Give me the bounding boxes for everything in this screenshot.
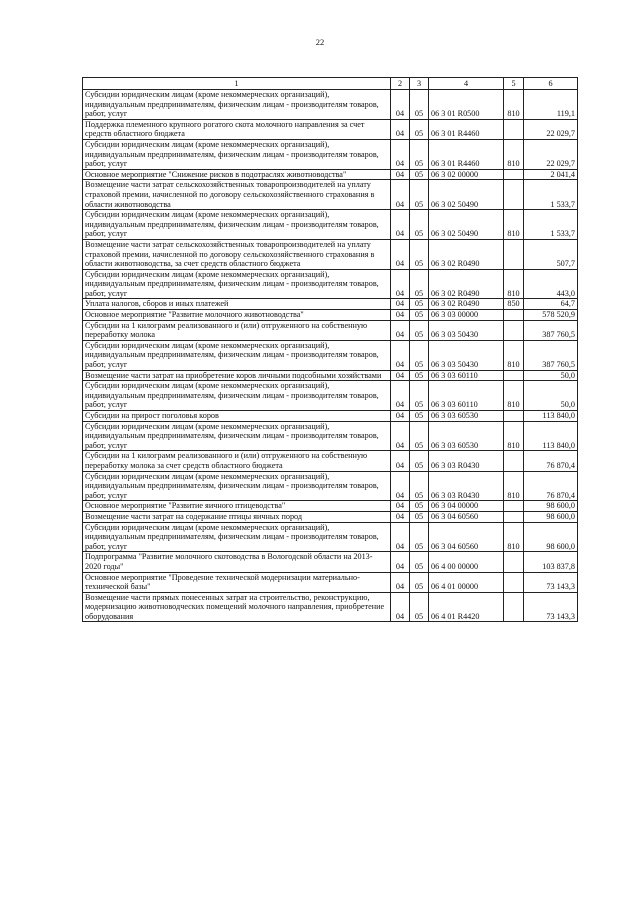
header-rz: 2 [391,78,410,90]
row-subsection: 05 [410,320,429,340]
row-target-code: 06 3 03 50430 [429,340,504,370]
table-row [83,169,578,180]
row-subsection: 05 [410,572,429,592]
row-amount: 578 520,9 [524,310,578,321]
row-subsection: 05 [410,451,429,471]
table-row [83,522,578,552]
row-expense-type [504,501,524,512]
row-section: 04 [391,592,410,622]
row-section: 04 [391,320,410,340]
row-subsection: 05 [410,511,429,522]
row-expense-type [504,310,524,321]
row-amount: 119,1 [524,90,578,120]
row-name: Возмещение части затрат сельскохозяйственных товаропроизводителей на уплату страховой премии, начисленной по договору сельскохозяйственного страхования в области животноводства, за счет средств областного бюджета [83,239,391,269]
row-expense-type [504,370,524,381]
row-section: 04 [391,119,410,139]
table-row [83,381,578,411]
row-amount: 98 600,0 [524,522,578,552]
row-expense-type [504,511,524,522]
row-section: 04 [391,501,410,512]
table-row [83,139,578,169]
table-row [83,119,578,139]
table-row [83,451,578,471]
row-target-code: 06 3 03 60530 [429,421,504,451]
row-subsection: 05 [410,552,429,572]
row-expense-type: 810 [504,210,524,240]
row-target-code: 06 3 02 50490 [429,180,504,210]
row-section: 04 [391,299,410,310]
row-target-code: 06 3 03 00000 [429,310,504,321]
row-subsection: 05 [410,139,429,169]
row-target-code: 06 3 01 R4460 [429,119,504,139]
row-section: 04 [391,169,410,180]
row-expense-type: 810 [504,139,524,169]
row-target-code: 06 3 03 R0430 [429,471,504,501]
row-section: 04 [391,381,410,411]
row-target-code: 06 3 03 60530 [429,411,504,422]
row-expense-type: 810 [504,340,524,370]
row-name: Субсидии юридическим лицам (кроме некоммерческих организаций), индивидуальным предпринимателям, физическим лицам - производителям товаров, работ, услуг [83,522,391,552]
row-section: 04 [391,451,410,471]
row-amount: 113 840,0 [524,421,578,451]
row-name: Возмещение части затрат на содержание птицы яичных пород [83,511,391,522]
row-target-code: 06 3 02 R0490 [429,239,504,269]
row-amount: 50,0 [524,381,578,411]
row-name: Основное мероприятие "Проведение технической модернизации материально-технической базы" [83,572,391,592]
row-subsection: 05 [410,522,429,552]
row-subsection: 05 [410,239,429,269]
row-section: 04 [391,340,410,370]
row-section: 04 [391,370,410,381]
row-amount: 73 143,3 [524,572,578,592]
row-expense-type [504,320,524,340]
row-subsection: 05 [410,421,429,451]
table-row [83,320,578,340]
row-name: Основное мероприятие "Снижение рисков в подотраслях животноводства" [83,169,391,180]
row-expense-type [504,180,524,210]
row-amount: 76 870,4 [524,471,578,501]
row-section: 04 [391,522,410,552]
row-amount: 387 760,5 [524,340,578,370]
row-expense-type: 810 [504,269,524,299]
row-amount: 1 533,7 [524,180,578,210]
row-expense-type: 810 [504,90,524,120]
row-expense-type: 810 [504,381,524,411]
table-row [83,310,578,321]
row-name: Субсидии на 1 килограмм реализованного и (или) отгруженного на собственную переработку молока [83,320,391,340]
row-target-code: 06 3 03 R0430 [429,451,504,471]
table-row [83,572,578,592]
row-subsection: 05 [410,210,429,240]
row-target-code: 06 4 00 00000 [429,552,504,572]
row-subsection: 05 [410,471,429,501]
row-section: 04 [391,180,410,210]
row-amount: 64,7 [524,299,578,310]
row-amount: 507,7 [524,239,578,269]
header-csr: 4 [429,78,504,90]
budget-table [82,77,578,622]
row-amount: 73 143,3 [524,592,578,622]
page-number: 22 [315,37,325,47]
header-sum: 6 [524,78,578,90]
row-name: Субсидии юридическим лицам (кроме некоммерческих организаций), индивидуальным предпринимателям, физическим лицам - производителям товаров, работ, услуг [83,90,391,120]
row-section: 04 [391,421,410,451]
row-amount: 22 029,7 [524,119,578,139]
row-section: 04 [391,552,410,572]
table-row [83,592,578,622]
row-target-code: 06 3 04 00000 [429,501,504,512]
row-amount: 1 533,7 [524,210,578,240]
row-subsection: 05 [410,592,429,622]
row-target-code: 06 3 01 R4460 [429,139,504,169]
header-name: 1 [83,78,391,90]
row-name: Возмещение части прямых понесенных затрат на строительство, реконструкцию, модернизацию животноводческих помещений молочного направления, приобретение оборудования [83,592,391,622]
table-row [83,501,578,512]
row-expense-type: 810 [504,421,524,451]
row-expense-type [504,169,524,180]
row-amount: 113 840,0 [524,411,578,422]
row-target-code: 06 4 01 00000 [429,572,504,592]
row-target-code: 06 3 04 60560 [429,522,504,552]
header-pr: 3 [410,78,429,90]
row-section: 04 [391,139,410,169]
row-name: Основное мероприятие "Развитие яичного птицеводства" [83,501,391,512]
row-name: Поддержка племенного крупного рогатого скота молочного направления за счет средств областного бюджета [83,119,391,139]
row-subsection: 05 [410,90,429,120]
row-name: Возмещение части затрат сельскохозяйственных товаропроизводителей на уплату страховой премии, начисленной по договору сельскохозяйственного страхования в области животноводства [83,180,391,210]
row-target-code: 06 3 04 60560 [429,511,504,522]
row-name: Субсидии на 1 килограмм реализованного и (или) отгруженного на собственную переработку молока за счет средств областного бюджета [83,451,391,471]
row-subsection: 05 [410,501,429,512]
table-row [83,370,578,381]
row-target-code: 06 3 02 00000 [429,169,504,180]
row-target-code: 06 3 03 60110 [429,370,504,381]
row-amount: 387 760,5 [524,320,578,340]
row-amount: 98 600,0 [524,501,578,512]
row-subsection: 05 [410,381,429,411]
row-name: Субсидии юридическим лицам (кроме некоммерческих организаций), индивидуальным предпринимателям, физическим лицам - производителям товаров, работ, услуг [83,269,391,299]
row-expense-type [504,411,524,422]
row-name: Субсидии юридическим лицам (кроме некоммерческих организаций), индивидуальным предпринимателям, физическим лицам - производителям товаров, работ, услуг [83,139,391,169]
table-row [83,511,578,522]
row-name: Субсидии юридическим лицам (кроме некоммерческих организаций), индивидуальным предпринимателям, физическим лицам - производителям товаров, работ, услуг [83,421,391,451]
row-subsection: 05 [410,411,429,422]
row-section: 04 [391,411,410,422]
table-row [83,239,578,269]
row-amount: 443,0 [524,269,578,299]
row-expense-type [504,572,524,592]
table-row [83,421,578,451]
row-amount: 2 041,4 [524,169,578,180]
row-section: 04 [391,310,410,321]
table-row [83,411,578,422]
row-amount: 22 029,7 [524,139,578,169]
row-expense-type [504,592,524,622]
row-subsection: 05 [410,169,429,180]
header-row [83,78,578,90]
table-row [83,210,578,240]
row-name: Субсидии юридическим лицам (кроме некоммерческих организаций), индивидуальным предпринимателям, физическим лицам - производителям товаров, работ, услуг [83,471,391,501]
table-row [83,90,578,120]
row-name: Субсидии на прирост поголовья коров [83,411,391,422]
row-target-code: 06 3 03 60110 [429,381,504,411]
row-amount: 50,0 [524,370,578,381]
row-target-code: 06 3 02 50490 [429,210,504,240]
row-subsection: 05 [410,299,429,310]
row-name: Субсидии юридическим лицам (кроме некоммерческих организаций), индивидуальным предпринимателям, физическим лицам - производителям товаров, работ, услуг [83,210,391,240]
table-row [83,552,578,572]
row-amount: 98 600,0 [524,511,578,522]
row-name: Подпрограмма "Развитие молочного скотоводства в Вологодской области на 2013-2020 годы" [83,552,391,572]
row-target-code: 06 3 01 R0500 [429,90,504,120]
row-expense-type [504,552,524,572]
table-row [83,180,578,210]
row-target-code: 06 3 02 R0490 [429,269,504,299]
row-section: 04 [391,239,410,269]
table-row [83,340,578,370]
row-expense-type: 810 [504,522,524,552]
row-subsection: 05 [410,269,429,299]
table-row [83,299,578,310]
row-target-code: 06 3 03 50430 [429,320,504,340]
row-section: 04 [391,210,410,240]
row-name: Субсидии юридическим лицам (кроме некоммерческих организаций), индивидуальным предпринимателям, физическим лицам - производителям товаров, работ, услуг [83,381,391,411]
row-section: 04 [391,90,410,120]
row-target-code: 06 4 01 R4420 [429,592,504,622]
row-subsection: 05 [410,340,429,370]
row-expense-type [504,119,524,139]
row-subsection: 05 [410,119,429,139]
row-section: 04 [391,572,410,592]
row-expense-type [504,451,524,471]
row-amount: 76 870,4 [524,451,578,471]
row-subsection: 05 [410,370,429,381]
row-expense-type: 850 [504,299,524,310]
row-expense-type: 810 [504,471,524,501]
row-subsection: 05 [410,310,429,321]
row-amount: 103 837,8 [524,552,578,572]
table-row [83,269,578,299]
row-name: Возмещение части затрат на приобретение коров личными подсобными хозяйствами [83,370,391,381]
table-row [83,471,578,501]
header-vr: 5 [504,78,524,90]
row-target-code: 06 3 02 R0490 [429,299,504,310]
row-expense-type [504,239,524,269]
row-subsection: 05 [410,180,429,210]
row-name: Уплата налогов, сборов и иных платежей [83,299,391,310]
row-name: Субсидии юридическим лицам (кроме некоммерческих организаций), индивидуальным предпринимателям, физическим лицам - производителям товаров, работ, услуг [83,340,391,370]
row-section: 04 [391,471,410,501]
row-section: 04 [391,269,410,299]
row-section: 04 [391,511,410,522]
row-name: Основное мероприятие "Развитие молочного животноводства" [83,310,391,321]
